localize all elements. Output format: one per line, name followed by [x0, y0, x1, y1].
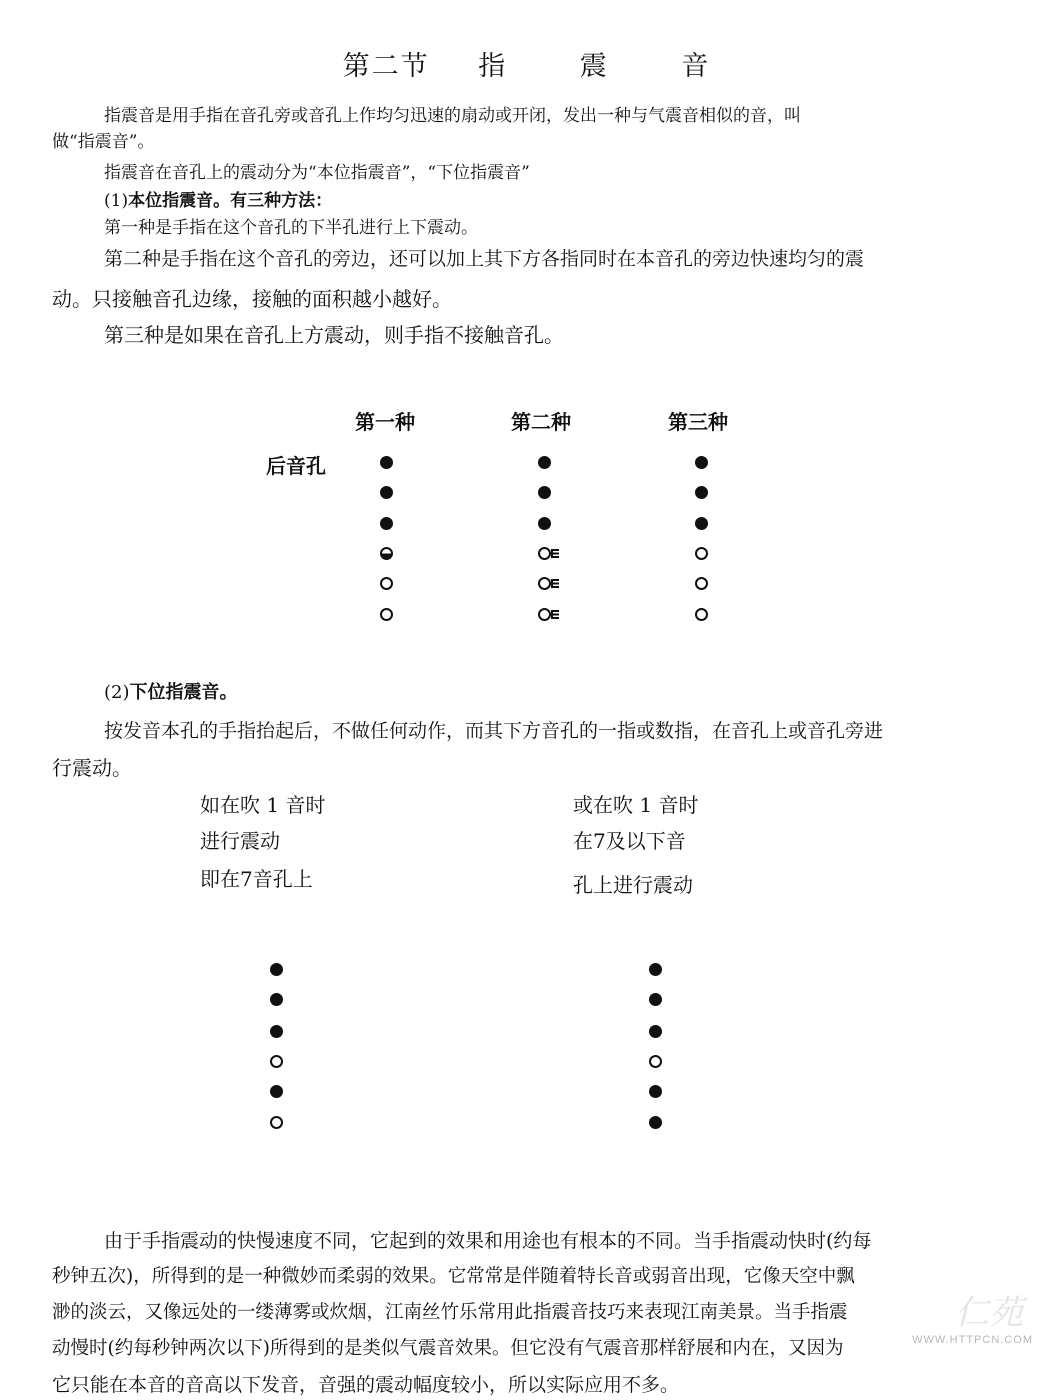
hole-filled-icon — [649, 1025, 662, 1038]
section1-method1: 第一种是手指在这个音孔的下半孔进行上下震动。 — [104, 218, 478, 238]
hole-filled-icon — [380, 486, 393, 499]
hole-open-vibrate-icon — [538, 608, 551, 621]
title-char-3: 音 — [681, 51, 711, 82]
left-caption-line-1: 如在吹 1 音时 — [200, 793, 326, 817]
conclusion-line-5: 它只能在本音的音高以下发音，音强的震动幅度较小，所以实际应用不多。 — [52, 1374, 680, 1396]
section1-heading-text: 本位指震音。有三种方法： — [128, 191, 333, 211]
hole-open-icon — [695, 608, 708, 621]
hole-filled-icon — [270, 963, 283, 976]
title-char-1: 指 — [478, 51, 508, 82]
section1-method2-line2: 动。只接触音孔边缘，接触的面积越小越好。 — [52, 287, 452, 311]
watermark-url: WWW.HTTPCN.COM — [912, 1334, 1033, 1346]
conclusion-line-3: 渺的淡云，又像远处的一缕薄雾或炊烟，江南丝竹乐常用此指震音技巧来表现江南美景。当手指震 — [52, 1302, 848, 1323]
hole-open-icon — [649, 1055, 662, 1068]
hole-open-vibrate-icon — [538, 577, 551, 590]
hole-filled-icon — [695, 517, 708, 530]
hole-open-vibrate-icon — [538, 547, 551, 560]
column-label-method3: 第三种 — [668, 410, 728, 434]
conclusion-line-4: 动慢时(约每秒钟两次以下)所得到的是类似气震音效果。但它没有气震音那样舒展和内在，又因为 — [52, 1338, 844, 1359]
title-char-2: 震 — [579, 51, 609, 82]
column-label-method2: 第二种 — [511, 410, 571, 434]
hole-open-icon — [270, 1116, 283, 1129]
hole-filled-icon — [538, 486, 551, 499]
column-label-method1: 第一种 — [355, 410, 415, 434]
right-caption-line-2: 在7及以下音 — [573, 829, 686, 853]
hole-filled-icon — [649, 993, 662, 1006]
hole-filled-icon — [695, 486, 708, 499]
hole-open-icon — [380, 608, 393, 621]
hole-filled-icon — [649, 1085, 662, 1098]
section2-heading-prefix: (2) — [104, 682, 130, 703]
section1-heading-prefix: (1) — [104, 191, 129, 211]
hole-filled-icon — [538, 456, 551, 469]
section2-line-2: 行震动。 — [52, 756, 132, 780]
intro-line-2: 做“指震音”。 — [52, 132, 155, 152]
conclusion-line-1: 由于手指震动的快慢速度不同，它起到的效果和用途也有根本的不同。当手指震动快时(约每 — [104, 1230, 872, 1252]
vibrate-side-mark-icon — [551, 610, 559, 619]
hole-filled-icon — [270, 1085, 283, 1098]
vibrate-side-mark-icon — [551, 549, 559, 558]
hole-open-icon — [695, 547, 708, 560]
hole-open-icon — [695, 577, 708, 590]
section2-line-1: 按发音本孔的手指抬起后，不做任何动作，而其下方音孔的一指或数指，在音孔上或音孔旁进 — [104, 720, 884, 742]
hole-filled-icon — [380, 517, 393, 530]
hole-open-icon — [380, 577, 393, 590]
hole-filled-icon — [695, 456, 708, 469]
hole-filled-icon — [649, 1116, 662, 1129]
right-caption-line-3: 孔上进行震动 — [573, 873, 693, 897]
hole-filled-icon — [649, 963, 662, 976]
section1-heading — [104, 188, 332, 214]
vibrate-side-mark-icon — [551, 579, 559, 588]
section2-heading-text: 下位指震音。 — [129, 682, 238, 703]
hole-open-icon — [270, 1055, 283, 1068]
hole-filled-icon — [380, 456, 393, 469]
row-label-back-hole: 后音孔 — [266, 454, 326, 478]
section-title — [0, 44, 1053, 83]
hole-filled-icon — [538, 517, 551, 530]
section1-method3: 第三种是如果在音孔上方震动，则手指不接触音孔。 — [104, 323, 564, 347]
hole-filled-icon — [270, 1025, 283, 1038]
section2-heading — [104, 680, 238, 706]
intro-line-1: 指震音是用手指在音孔旁或音孔上作均匀迅速的扇动或开闭，发出一种与气震音相似的音，叫 — [104, 106, 801, 126]
left-caption-line-2: 进行震动 — [200, 829, 280, 853]
left-caption-line-3: 即在7音孔上 — [200, 867, 313, 891]
section1-method2-line1: 第二种是手指在这个音孔的旁边，还可以加上其下方各指同时在本音孔的旁边快速均匀的震 — [104, 248, 865, 270]
title-section-number: 第二节 — [342, 51, 430, 82]
conclusion-line-2: 秒钟五次)，所得到的是一种微妙而柔弱的效果。它常常是伴随着特长音或弱音出现，它像天空中飘 — [52, 1266, 855, 1287]
right-caption-line-1: 或在吹 1 音时 — [573, 793, 699, 817]
intro-line-3: 指震音在音孔上的震动分为“本位指震音”，“下位指震音” — [104, 163, 530, 183]
hole-filled-icon — [270, 993, 283, 1006]
watermark-logo: 仁苑 — [955, 1293, 1023, 1333]
hole-half-filled-icon — [380, 547, 393, 560]
